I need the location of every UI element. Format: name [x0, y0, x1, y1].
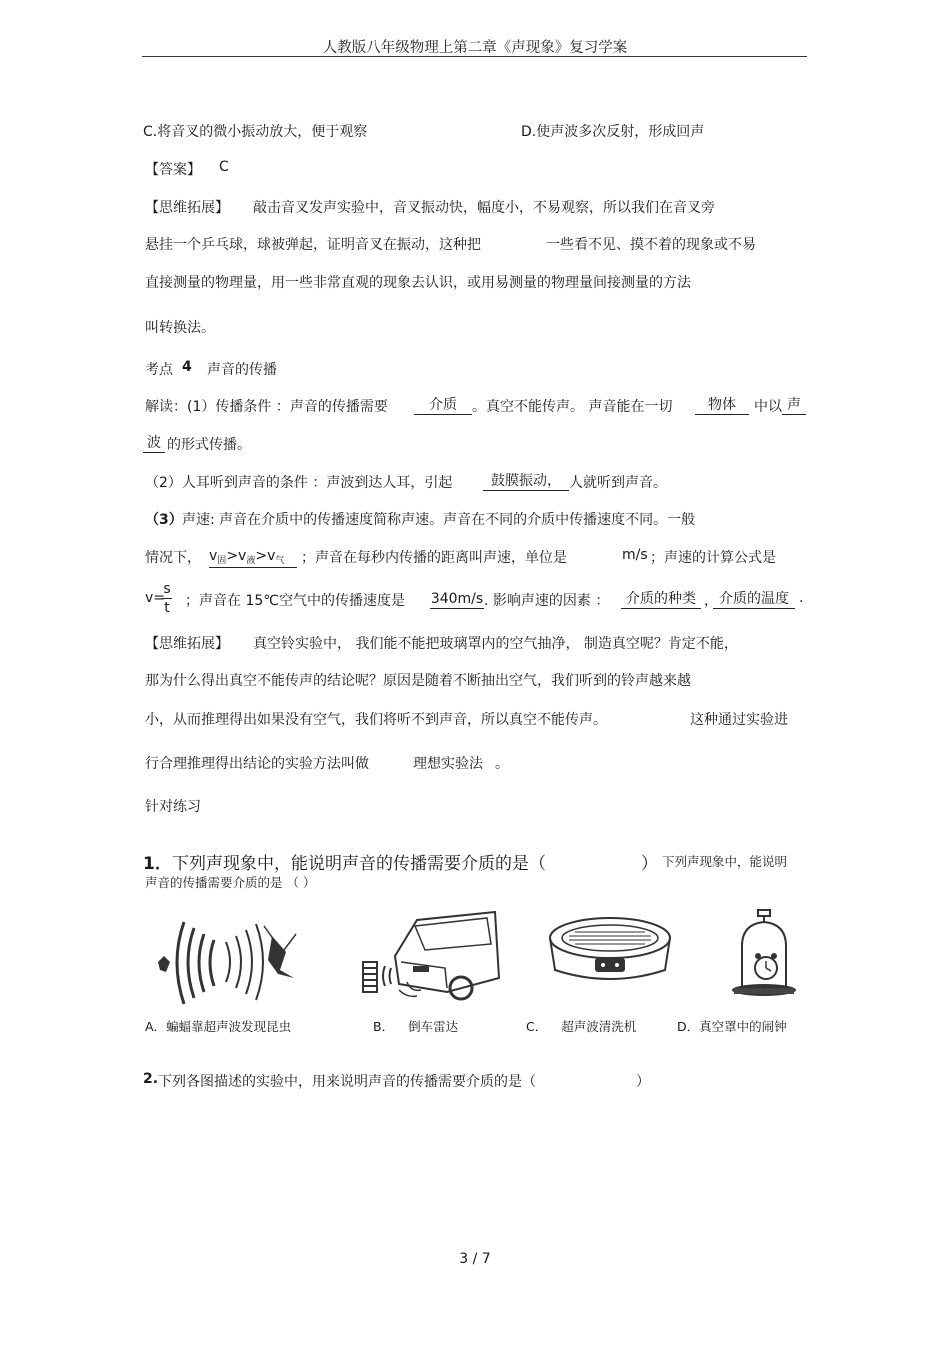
extension-2-line-4a: 行合理推理得出结论的实验方法叫做 [145, 756, 369, 772]
option-c-caption [526, 1017, 636, 1035]
formula-lhs: v= [145, 590, 166, 606]
option-d-text: 真空罩中的闹钟 [699, 1019, 787, 1034]
extension-2-line-1: 真空铃实验中， 我们能不能把玻璃罩内的空气抽净， 制造真空呢？肯定不能， [253, 636, 738, 652]
formula-fraction [160, 580, 174, 617]
interp-5-text-c: ；声速的计算公式是 [650, 550, 776, 566]
interp-5-text-b: ；声音在每秒内传播的距离叫声速，单位是 [301, 550, 567, 566]
extension-2-line-2: 那为什么得出真空不能传声的结论呢？原因是随着不断抽出空气，我们听到的铃声越来越 [145, 673, 691, 689]
option-c-letter: C． [526, 1019, 548, 1034]
header-rule [142, 56, 807, 57]
extension-1-line-2a: 悬挂一个乒乓球，球被弹起，证明音叉在振动，这种把 [145, 237, 481, 253]
interp-4-number: （3） [145, 512, 183, 528]
option-d-letter: D． [677, 1019, 700, 1034]
key-point-number: 4 [182, 359, 192, 375]
extension-label-1: 【思维拓展】 [145, 200, 229, 216]
interp-6-text-b: . 影响声速的因素 ： [484, 593, 610, 609]
option-a [145, 1017, 291, 1035]
page-number: 3 / 7 [459, 1251, 491, 1267]
interp-2-text: 的形式传播。 [167, 437, 251, 453]
blank-medium: 介质 [414, 396, 472, 415]
ideal-experiment-method: 理想实验法 [413, 756, 483, 772]
option-b-text: 倒车雷达 [408, 1019, 459, 1034]
interp-1-text-a: 解读：(1）传播条件 ：声音的传播需要 [145, 399, 388, 415]
extension-1-line-1: 敲击音叉发声实验中，音叉振动快，幅度小，不易观察，所以我们在音叉旁 [253, 200, 715, 216]
option-b [373, 1017, 458, 1035]
blank-air-speed: 340m/s [430, 591, 484, 607]
key-point-title: 声音的传播 [207, 362, 277, 378]
ultrasonic-cleaner-picture [545, 908, 675, 988]
blank-sound-2: 波 [143, 434, 165, 453]
car-reversing-radar-picture [355, 906, 503, 1006]
option-c-line: C.将音叉的微小振动放大，便于观察 [143, 124, 368, 140]
answer-label: 【答案】 [145, 162, 201, 178]
extension-1-line-2b: 一些看不见、摸不着的现象或不易 [546, 237, 756, 253]
question-2-text: 下列各图描述的实验中，用来说明声音的传播需要介质的是（ [158, 1074, 536, 1090]
extension-1-line-3: 直接测量的物理量，用一些非常直观的现象去认识，或用易测量的物理量间接测量的方法 [145, 275, 691, 291]
question-2-close-paren: ） [636, 1074, 650, 1090]
interp-3-text-a: （2）人耳听到声音的条件 ：声波到达人耳，引起 [145, 475, 453, 491]
formula-numerator: s [163, 581, 171, 597]
option-a-letter: A． [145, 1019, 167, 1034]
blank-speed-order: $v_固>v_液>v_气$ [209, 547, 297, 568]
question-1-duplicate-line-2: 声音的传播需要介质的是 （ ） [145, 875, 316, 890]
interp-1-text-b: 。真空不能传声。 声音能在一切 [472, 399, 673, 415]
option-d-line: D.使声波多次反射，形成回声 [521, 124, 705, 140]
bat-ultrasound-picture [152, 912, 312, 1012]
interp-1-text-c: 中以 [754, 399, 782, 415]
extension-label-2: 【思维拓展】 [145, 636, 229, 652]
interp-5-text-a: 情况下， [145, 550, 201, 566]
extension-1-line-4: 叫转换法。 [145, 320, 215, 336]
formula-denominator: t [164, 600, 170, 616]
option-a-text: 蝙蝠靠超声波发现昆虫 [166, 1019, 292, 1034]
interp-6-period: . [799, 590, 804, 606]
key-point-label: 考点 [145, 362, 173, 378]
blank-eardrum: 鼓膜振动， [483, 472, 569, 491]
option-b-letter: B． [373, 1019, 395, 1034]
interp-4-text: 声速: 声音在介质中的传播速度简称声速。声音在不同的介质中传播速度不同。一般 [182, 512, 696, 528]
blank-object: 物体 [695, 396, 749, 415]
blank-medium-temperature: 介质的温度 [713, 590, 795, 609]
answer-value: C [219, 159, 229, 175]
interp-3-text-b: 人就听到声音。 [569, 475, 667, 491]
blank-sound-1: 声 [782, 396, 806, 415]
option-c-text: 超声波清洗机 [561, 1019, 637, 1034]
option-d-caption [677, 1017, 787, 1035]
page-header: 人教版八年级物理上第二章《声现象》复习学案 [322, 40, 628, 56]
question-1-duplicate-line-1: 下列声现象中，能说明 [662, 854, 788, 869]
extension-2-line-4c: 。 [495, 756, 509, 772]
question-1-number: 1． [143, 854, 172, 874]
question-2-number: 2. [143, 1071, 159, 1087]
interp-6-text-a: ；声音在 15℃空气中的传播速度是 [185, 593, 405, 609]
blank-medium-type: 介质的种类 [621, 590, 701, 609]
alarm-clock-in-bell-jar-picture [728, 906, 800, 1002]
interp-6-comma: ， [704, 593, 718, 609]
speed-unit: m/s [622, 547, 648, 563]
question-1-text: 下列声现象中，能说明声音的传播需要介质的是（ [172, 854, 546, 874]
extension-2-line-3a: 小，从而推理得出如果没有空气，我们将听不到声音，所以真空不能传声。 [145, 712, 607, 728]
extension-2-line-3b: 这种通过实验进 [690, 712, 788, 728]
question-1-close-paren: ） [641, 854, 658, 874]
practice-heading: 针对练习 [145, 799, 201, 815]
